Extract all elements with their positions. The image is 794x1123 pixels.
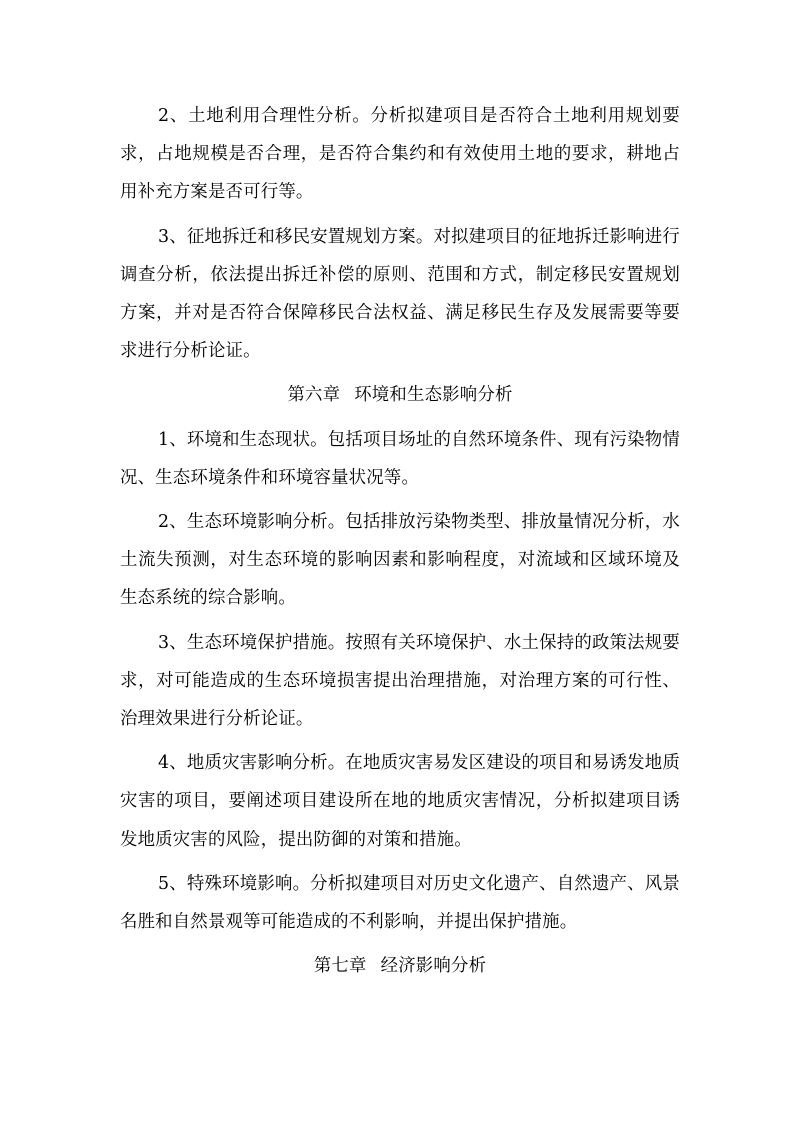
document-body — [120, 97, 680, 991]
chapter-title: 环境和生态影响分析 — [354, 385, 513, 406]
chapter-title: 经济影响分析 — [380, 956, 487, 977]
chapter-heading-6 — [120, 376, 680, 414]
paragraph-resettlement-plan: 3、征地拆迁和移民安置规划方案。对拟建项目的征地拆迁影响进行调查分析，依法提出拆迁补偿的原则、范围和方式，制定移民安置规划方案，并对是否符合保障移民合法权益、满足移民生存及发展需要等要求进行分析论证。 — [120, 226, 680, 362]
chapter-number: 第七章 — [313, 956, 367, 977]
paragraph-eco-impact-analysis: 2、生态环境影响分析。包括排放污染物类型、排放量情况分析，水土流失预测，对生态环境的影响因素和影响程度，对流域和区域环境及生态系统的综合影响。 — [120, 512, 680, 609]
paragraph-environment-status: 1、环境和生态现状。包括项目场址的自然环境条件、现有污染物情况、生态环境条件和环境容量状况等。 — [120, 429, 680, 488]
paragraph-land-use-rationality: 2、土地利用合理性分析。分析拟建项目是否符合土地利用规划要求，占地规模是否合理，是否符合集约和有效使用土地的要求，耕地占用补充方案是否可行等。 — [120, 106, 680, 203]
chapter-number: 第六章 — [287, 385, 341, 406]
paragraph-special-environment: 5、特殊环境影响。分析拟建项目对历史文化遗产、自然遗产、风景名胜和自然景观等可能造成的不利影响，并提出保护措施。 — [120, 873, 680, 933]
paragraph-eco-protection-measures: 3、生态环境保护措施。按照有关环境保护、水土保持的政策法规要求，对可能造成的生态环境损害提出治理措施，对治理方案的可行性、治理效果进行分析论证。 — [120, 632, 680, 730]
paragraph-geological-hazard: 4、地质灾害影响分析。在地质灾害易发区建设的项目和易诱发地质灾害的项目，要阐述项目建设所在地的地质灾害情况，分析拟建项目诱发地质灾害的风险，提出防御的对策和措施。 — [120, 753, 680, 850]
chapter-heading-7 — [120, 947, 680, 985]
